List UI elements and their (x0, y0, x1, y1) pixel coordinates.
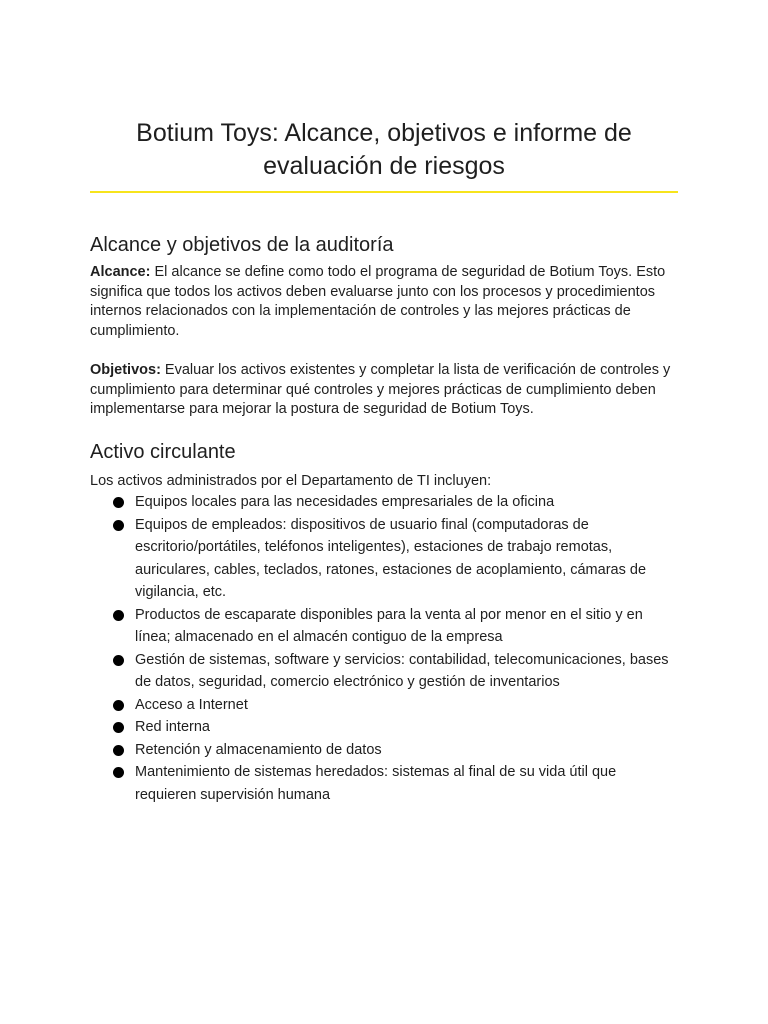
list-item (90, 491, 680, 514)
bullet-icon (113, 700, 124, 711)
list-item (90, 694, 680, 717)
bullet-icon (113, 610, 124, 621)
list-item (90, 716, 680, 739)
list-item (90, 604, 680, 649)
assets-list (90, 491, 680, 806)
scope-paragraph (90, 263, 680, 341)
document-body (90, 230, 680, 806)
assets-intro: Los activos administrados por el Departamento de TI incluyen: (90, 472, 492, 489)
list-item-text: Retención y almacenamiento de datos (135, 741, 382, 758)
list-item-text: Gestión de sistemas, software y servicios: contabilidad, telecomunicaciones, bases de datos, seguridad, comercio electrónico y gestión de inventarios (135, 651, 669, 690)
list-item (90, 739, 680, 762)
bullet-icon (113, 520, 124, 531)
audit-scope-heading: Alcance y objetivos de la auditoría (90, 234, 394, 256)
bullet-icon (113, 497, 124, 508)
bullet-icon (113, 745, 124, 756)
objectives-text: Evaluar los activos existentes y completar la lista de verificación de controles y cumplimiento para determinar qué controles y mejores prácticas de cumplimiento deben implementarse para mejorar la postura de seguridad de Botium Toys. (90, 362, 671, 417)
list-item-text: Acceso a Internet (135, 696, 248, 713)
title-underline (90, 191, 678, 193)
list-item-text: Red interna (135, 719, 210, 735)
document-title: Botium Toys: Alcance, objetivos e informe de evaluación de riesgos (136, 119, 632, 180)
list-item (90, 514, 680, 604)
list-item-text: Equipos locales para las necesidades empresariales de la oficina (135, 494, 555, 510)
bullet-icon (113, 655, 124, 666)
list-item-text: Equipos de empleados: dispositivos de usuario final (computadoras de escritorio/portátiles, teléfonos inteligentes), estaciones de trabajo remotas, auriculares, cables, teclados, ratones, estaciones de acoplamiento, cámaras de vigilancia, etc. (135, 516, 647, 600)
scope-text: El alcance se define como todo el programa de seguridad de Botium Toys. Esto significa que todos los activos deben evaluarse junto con los procesos y procedimientos internos relacionados con la implementación de controles y las mejores prácticas de cumplimiento. (90, 264, 666, 339)
objectives-paragraph (90, 361, 680, 420)
bullet-icon (113, 767, 124, 778)
scope-label: Alcance: (90, 264, 151, 280)
list-item (90, 761, 680, 806)
objectives-label: Objetivos: (90, 362, 161, 378)
current-assets-heading: Activo circulante (90, 440, 236, 463)
list-item-text: Productos de escaparate disponibles para la venta al por menor en el sitio y en línea; almacenado en el almacén contiguo de la empresa (135, 606, 643, 645)
list-item (90, 649, 680, 694)
list-item-text: Mantenimiento de sistemas heredados: sistemas al final de su vida útil que requieren supervisión humana (135, 764, 617, 803)
bullet-icon (113, 722, 124, 733)
